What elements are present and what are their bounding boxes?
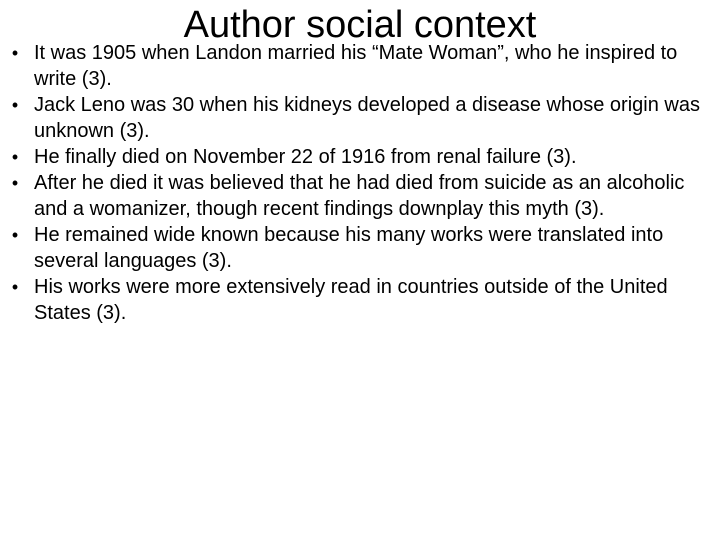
bullet-text: He finally died on November 22 of 1916 from renal failure (3). <box>34 146 577 168</box>
bullet-item <box>0 40 700 92</box>
bullet-item <box>0 92 700 144</box>
bullet-dot-icon: • <box>11 95 19 115</box>
bullet-text: He remained wide known because his many works were translated into several languages (3). <box>34 224 664 272</box>
bullet-text: It was 1905 when Landon married his “Mate Woman”, who he inspired to write (3). <box>34 42 678 90</box>
bullet-text: After he died it was believed that he had died from suicide as an alcoholic and a womanizer, though recent findings downplay this myth (3). <box>34 172 685 220</box>
bullet-text: Jack Leno was 30 when his kidneys developed a disease whose origin was unknown (3). <box>34 94 700 142</box>
bullet-dot-icon: • <box>11 225 19 245</box>
bullet-dot-icon: • <box>11 147 19 167</box>
bullet-item <box>0 170 700 222</box>
bullet-dot-icon: • <box>11 277 19 297</box>
bullet-item <box>0 222 700 274</box>
bullet-list <box>0 40 700 326</box>
bullet-text: His works were more extensively read in countries outside of the United States (3). <box>34 276 668 324</box>
bullet-dot-icon: • <box>11 43 19 63</box>
bullet-item <box>0 274 700 326</box>
bullet-dot-icon: • <box>11 173 19 193</box>
slide-title: Author social context <box>183 4 537 46</box>
bullet-item <box>0 144 700 170</box>
